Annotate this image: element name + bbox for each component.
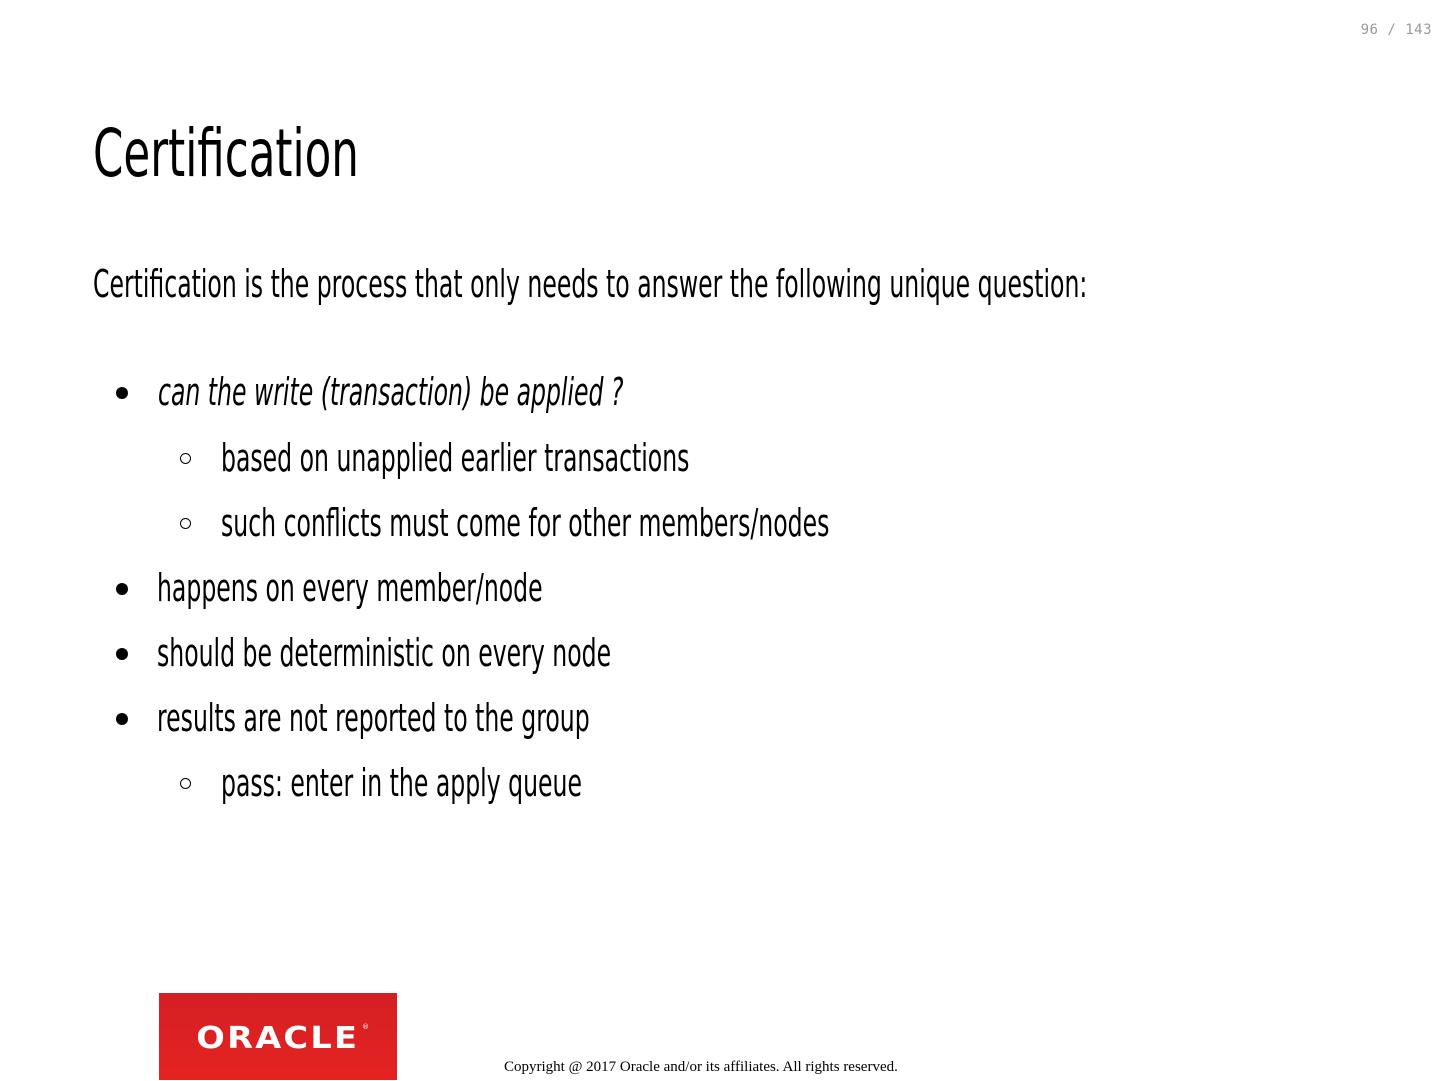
bullet-circle-icon bbox=[180, 778, 191, 789]
bullet-disc-icon bbox=[116, 648, 128, 660]
bullet-disc-icon bbox=[116, 713, 128, 725]
copyright-notice: Copyright @ 2017 Oracle and/or its affiliates. All rights reserved. bbox=[504, 1059, 898, 1075]
sub-list-item-text: pass: enter in the apply queue bbox=[221, 761, 582, 805]
slide-counter: 96 / 143 bbox=[1360, 22, 1432, 38]
slide-title: Certification bbox=[93, 115, 359, 192]
oracle-logo-text: ORACLE bbox=[196, 1021, 360, 1056]
list-item-text: should be deterministic on every node bbox=[157, 631, 612, 675]
list-item-text: happens on every member/node bbox=[157, 566, 543, 610]
bullet-circle-icon bbox=[180, 453, 191, 464]
intro-text: Certification is the process that only needs to answer the following unique question: bbox=[93, 262, 1088, 306]
sub-list-item-text: based on unapplied earlier transactions bbox=[221, 436, 690, 480]
list-item-text: can the write (transaction) be applied ? bbox=[158, 370, 624, 414]
registered-mark-icon: ® bbox=[362, 1023, 369, 1031]
bullet-circle-icon bbox=[180, 518, 191, 529]
list-item-text: results are not reported to the group bbox=[157, 696, 590, 740]
bullet-disc-icon bbox=[116, 583, 128, 595]
oracle-logo bbox=[159, 993, 397, 1080]
sub-list-item-text: such conflicts must come for other members/nodes bbox=[221, 501, 830, 545]
bullet-disc-icon bbox=[116, 387, 128, 399]
